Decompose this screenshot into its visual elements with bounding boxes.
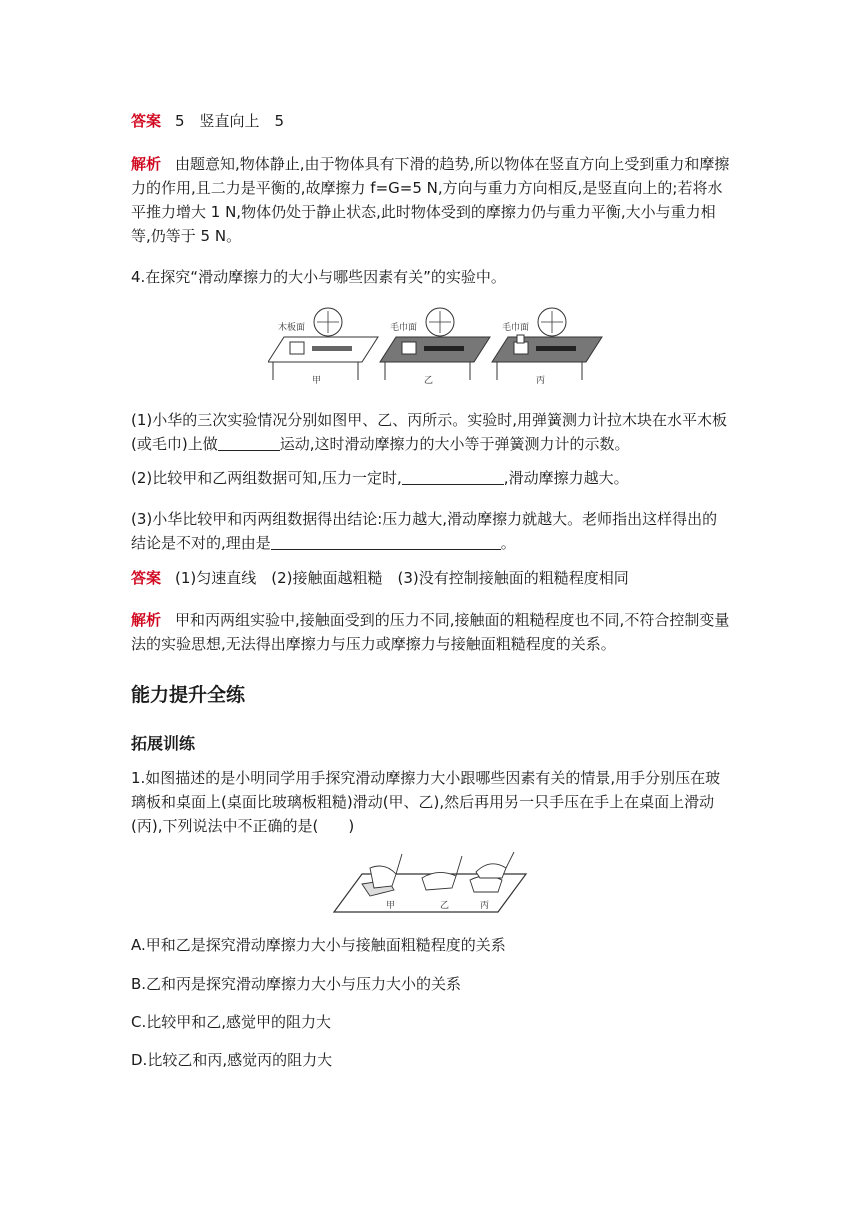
q1-option-d[interactable]: D.比较乙和丙,感觉丙的阻力大 [131, 1051, 333, 1069]
q4-part1-text-b: 运动,这时滑动摩擦力的大小等于弹簧测力计的示数。 [279, 435, 630, 453]
surface-label-yi: 毛巾面 [390, 323, 418, 333]
q1-option-c[interactable]: C.比较甲和乙,感觉甲的阻力大 [131, 1013, 332, 1031]
q4-blank-3[interactable] [271, 533, 501, 550]
q4-part3-text-b: 。 [500, 534, 516, 552]
q1-figure [330, 850, 530, 916]
analysis-tag: 解析 [131, 611, 162, 629]
analysis-text: 由题意知,物体静止,由于物体具有下滑的趋势,所以物体在竖直方向上受到重力和摩擦力的作用,且二力是平衡的,故摩擦力 f=G=5 N,方向与重力方向相反,是竖直向上的;若将水平推力增大 1 N,物体仍处于静止状态,此时物体受到的摩擦力仍与重力平衡,大小与重力相等,仍等于 5 N。 [131, 155, 730, 245]
q4-part2-text-b: ,滑动摩擦力越大。 [503, 469, 629, 487]
q4-blank-2[interactable] [402, 468, 504, 485]
q4-part1-text-a: (1)小华的三次实验情况分别如图甲、乙、丙所示。实验时,用弹簧测力计拉木块在水平木板(或毛巾)上做 [131, 411, 728, 453]
q4-part2 [131, 466, 731, 490]
q1-option-a[interactable]: A.甲和乙是探究滑动摩擦力大小与接触面粗糙程度的关系 [131, 936, 506, 954]
setup-yi [380, 308, 490, 386]
q4-answer-text: (1)匀速直线 (2)接触面越粗糙 (3)没有控制接触面的粗糙程度相同 [175, 569, 629, 587]
label-jia: 甲 [386, 901, 396, 911]
q1-option-b[interactable]: B.乙和丙是探究滑动摩擦力大小与压力大小的关系 [131, 975, 462, 993]
surface-label-bing: 毛巾面 [502, 323, 530, 333]
label-yi: 乙 [440, 901, 450, 911]
q4-part3-text-a: (3)小华比较甲和丙两组数据得出结论:压力越大,滑动摩擦力就越大。老师指出这样得出的结论是不对的,理由是 [131, 510, 718, 552]
label-jia: 甲 [312, 376, 322, 386]
q4-answer [131, 566, 731, 590]
q4-analysis [131, 608, 731, 656]
q4-part3 [131, 507, 731, 555]
analysis-3 [131, 152, 731, 248]
answer-3 [131, 109, 731, 133]
q4-part1 [131, 408, 731, 456]
section-subtitle: 拓展训练 [131, 734, 196, 753]
setup-jia [268, 308, 378, 386]
answer-tag: 答案 [131, 569, 162, 587]
answer-text: 5 竖直向上 5 [175, 112, 285, 130]
answer-tag: 答案 [131, 112, 162, 130]
q1-stem: 1.如图描述的是小明同学用手探究滑动摩擦力大小跟哪些因素有关的情景,用手分别压在玻璃板和桌面上(桌面比玻璃板粗糙)滑动(甲、乙),然后再用另一只手压在手上在桌面上滑动(丙),下列说法中不正确的是( ) [131, 769, 721, 835]
q4-stem: 4.在探究“滑动摩擦力的大小与哪些因素有关”的实验中。 [131, 268, 506, 286]
label-yi: 乙 [424, 376, 434, 386]
q4-analysis-text: 甲和丙两组实验中,接触面受到的压力不同,接触面的粗糙程度也不同,不符合控制变量法的实验思想,无法得出摩擦力与压力或摩擦力与接触面粗糙程度的关系。 [131, 611, 730, 653]
q4-figure [268, 302, 604, 386]
label-bing: 丙 [480, 901, 490, 911]
q4-part2-text-a: (2)比较甲和乙两组数据可知,压力一定时, [131, 469, 402, 487]
section-title: 能力提升全练 [131, 684, 246, 706]
analysis-tag: 解析 [131, 155, 162, 173]
q4-blank-1[interactable] [218, 434, 280, 451]
setup-bing [492, 308, 602, 386]
surface-label-jia: 木板面 [278, 323, 306, 333]
label-bing: 丙 [536, 376, 546, 386]
